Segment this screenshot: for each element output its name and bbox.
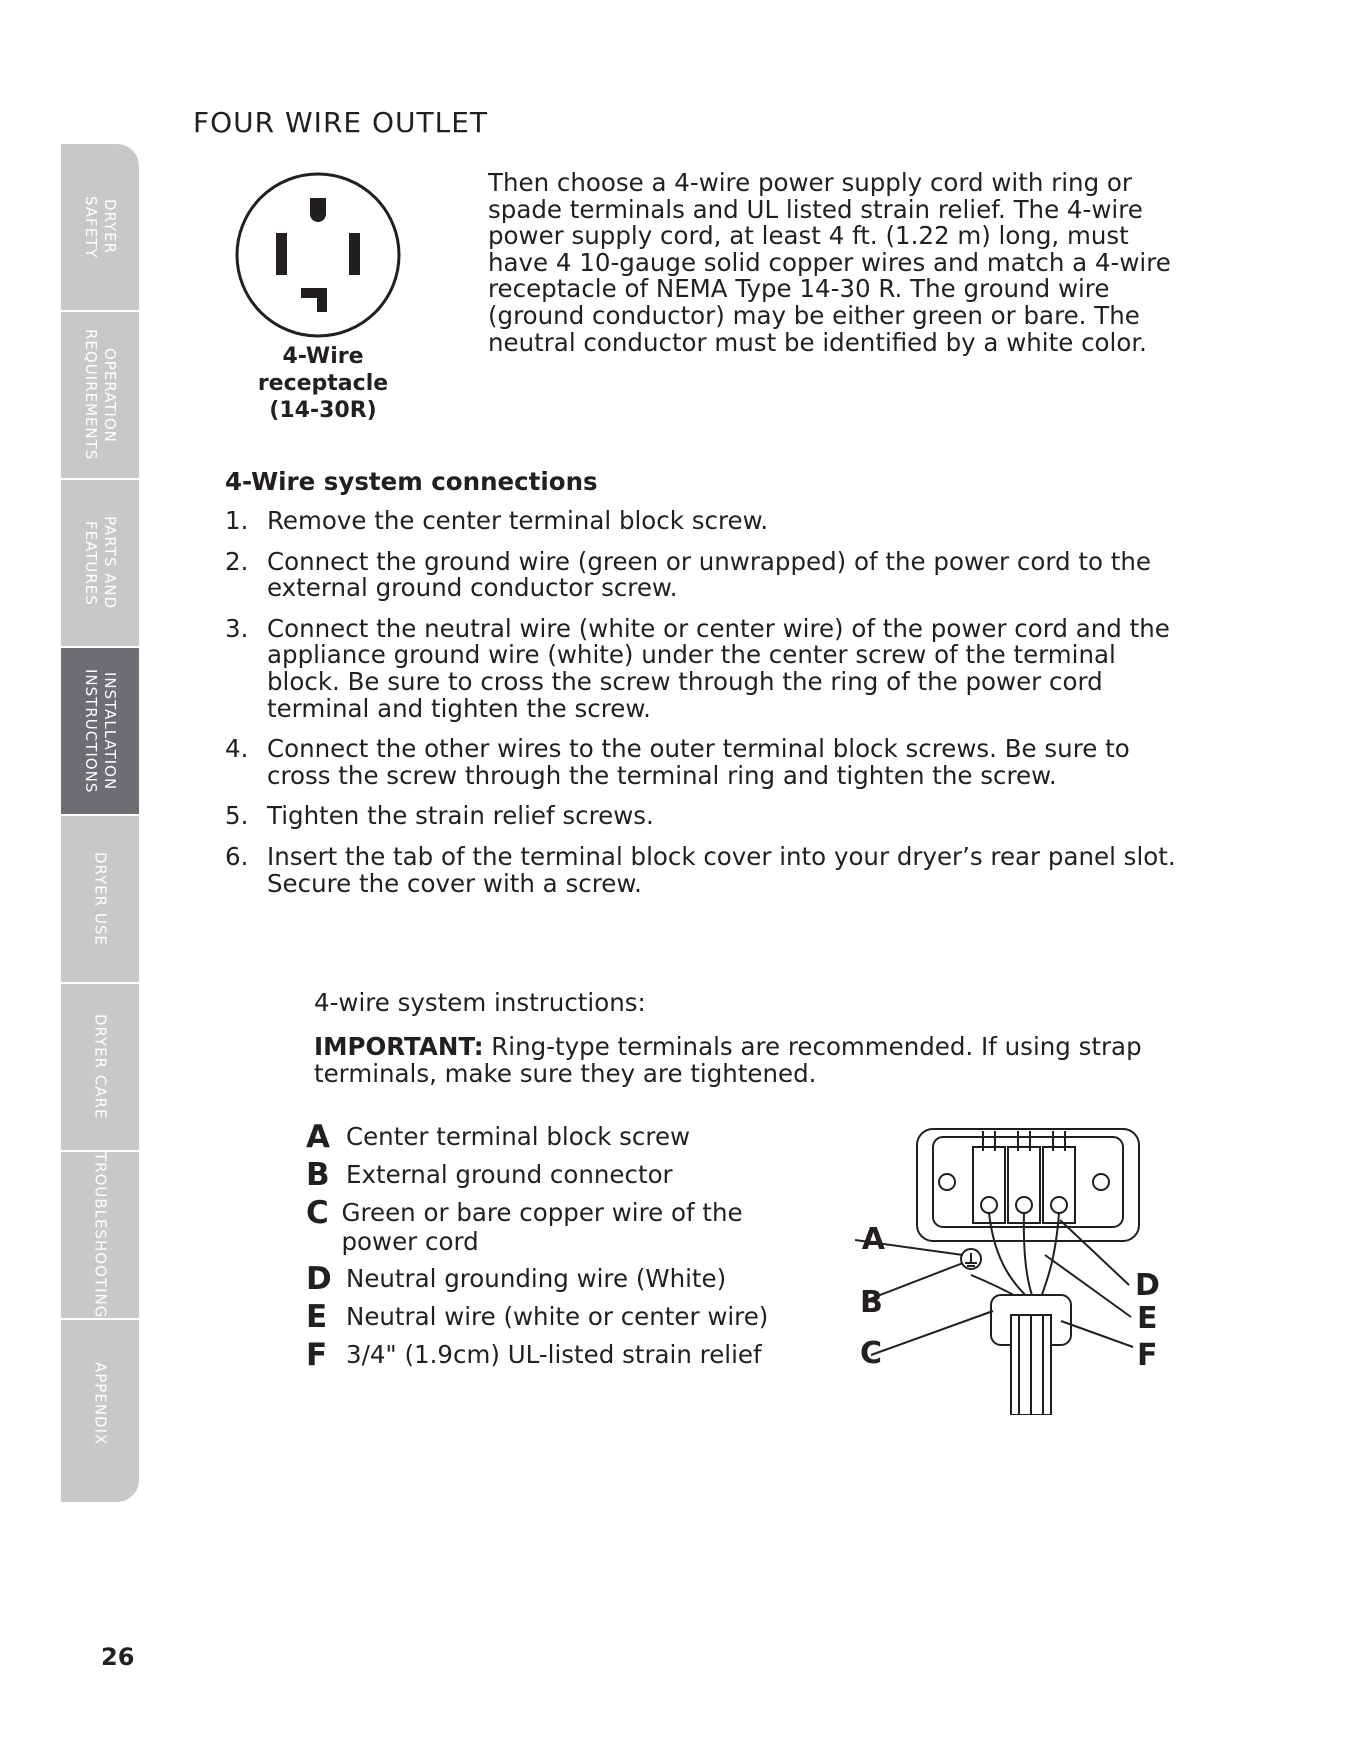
tab-label: APPENDIX <box>91 1362 110 1446</box>
steps-heading: 4-Wire system connections <box>225 467 598 496</box>
four-wire-receptacle-icon <box>233 170 403 340</box>
list-item <box>225 803 1185 830</box>
legend-item <box>306 1157 826 1193</box>
legend-item <box>306 1195 826 1256</box>
legend-text: Center terminal block screw <box>346 1122 691 1151</box>
tab-label: DRYER USE <box>91 852 110 946</box>
diagram-label-d: D <box>1135 1268 1160 1303</box>
important-note <box>314 1034 1174 1087</box>
diagram-label-e: E <box>1137 1301 1158 1336</box>
legend-text: 3/4" (1.9cm) UL-listed strain relief <box>346 1340 762 1369</box>
step-text: Insert the tab of the terminal block cover into your dryer’s rear panel slot. Secure the cover with a screw. <box>267 841 1176 898</box>
intro-paragraph: Then choose a 4-wire power supply cord with ring or spade terminals and UL listed strain relief. The 4-wire power supply cord, at least 4 ft. (1.22 m) long, must have 4 10-gauge solid copper wires and match a 4-wire receptacle of NEMA Type 14-30 R. The ground wire (ground conductor) may be either green or bare. The neutral conductor must be identified by a white color. <box>488 168 1171 357</box>
tab-label: DRYER SAFETY <box>82 195 119 259</box>
step-text: Connect the neutral wire (white or center wire) of the power cord and the appliance ground wire (white) under the center screw of the terminal block. Be sure to cross the screw through the ring of the power cord terminal and tighten the screw. <box>267 613 1170 723</box>
tab-appendix[interactable] <box>61 1320 139 1488</box>
legend-text: Neutral wire (white or center wire) <box>346 1302 769 1331</box>
legend-text: Green or bare copper wire of the power cord <box>341 1198 743 1256</box>
step-number: 5. <box>225 801 249 831</box>
diagram-label-b: B <box>860 1285 883 1320</box>
page-number: 26 <box>101 1643 135 1671</box>
list-item <box>225 613 1185 723</box>
tab-dryer-care[interactable] <box>61 984 139 1152</box>
legend-letter: F <box>306 1337 328 1373</box>
page-title: FOUR WIRE OUTLET <box>193 106 489 139</box>
tab-troubleshooting[interactable] <box>61 1152 139 1320</box>
list-item <box>225 841 1185 898</box>
legend-text: Neutral grounding wire (White) <box>346 1264 727 1293</box>
section-sidebar <box>61 144 139 1502</box>
legend-item <box>306 1119 826 1155</box>
step-number: 1. <box>225 506 249 535</box>
step-text: Connect the other wires to the outer terminal block screws. Be sure to cross the screw through the terminal ring and tighten the screw. <box>267 734 1130 790</box>
tab-label: DRYER CARE <box>91 1014 110 1120</box>
diagram-label-f: F <box>1137 1338 1158 1373</box>
step-text: Remove the center terminal block screw. <box>267 506 769 535</box>
tab-label: OPERATION REQUIREMENTS <box>82 329 119 461</box>
diagram-label-a: A <box>861 1222 885 1257</box>
diagram-legend <box>306 1119 826 1378</box>
legend-item <box>306 1261 826 1297</box>
tab-operation-requirements[interactable] <box>61 312 139 480</box>
legend-item <box>306 1299 826 1335</box>
instructions-heading: 4-wire system instructions: <box>314 988 646 1017</box>
terminal-block-diagram <box>855 1125 1195 1415</box>
tab-dryer-use[interactable] <box>61 816 139 984</box>
legend-letter: E <box>306 1299 328 1335</box>
step-text: Tighten the strain relief screws. <box>267 801 654 831</box>
tab-parts-and-features[interactable] <box>61 480 139 648</box>
receptacle-caption: 4-Wire receptacle (14-30R) <box>257 344 389 423</box>
tab-installation-instructions[interactable] <box>61 648 139 816</box>
list-item <box>225 508 1185 535</box>
legend-letter: D <box>306 1261 332 1297</box>
list-item <box>225 546 1185 603</box>
diagram-label-c: C <box>860 1336 883 1371</box>
step-number: 2. <box>225 546 249 576</box>
tab-label: TROUBLESHOOTING <box>91 1151 110 1319</box>
step-number: 6. <box>225 841 249 871</box>
legend-item <box>306 1337 826 1373</box>
legend-letter: C <box>306 1195 329 1231</box>
important-text: Ring-type terminals are recommended. If using strap terminals, make sure they are tightened. <box>314 1032 1142 1088</box>
tab-label: PARTS AND FEATURES <box>82 516 119 610</box>
important-label: IMPORTANT: <box>314 1032 484 1061</box>
step-number: 4. <box>225 734 249 764</box>
legend-letter: A <box>306 1119 330 1155</box>
legend-letter: B <box>306 1157 330 1193</box>
tab-dryer-safety[interactable] <box>61 144 139 312</box>
step-text: Connect the ground wire (green or unwrapped) of the power cord to the external ground conductor screw. <box>267 546 1151 603</box>
list-item <box>225 736 1185 789</box>
legend-text: External ground connector <box>346 1160 673 1189</box>
tab-label: INSTALLATION INSTRUCTIONS <box>82 668 119 794</box>
steps-list <box>225 508 1185 911</box>
step-number: 3. <box>225 613 249 643</box>
